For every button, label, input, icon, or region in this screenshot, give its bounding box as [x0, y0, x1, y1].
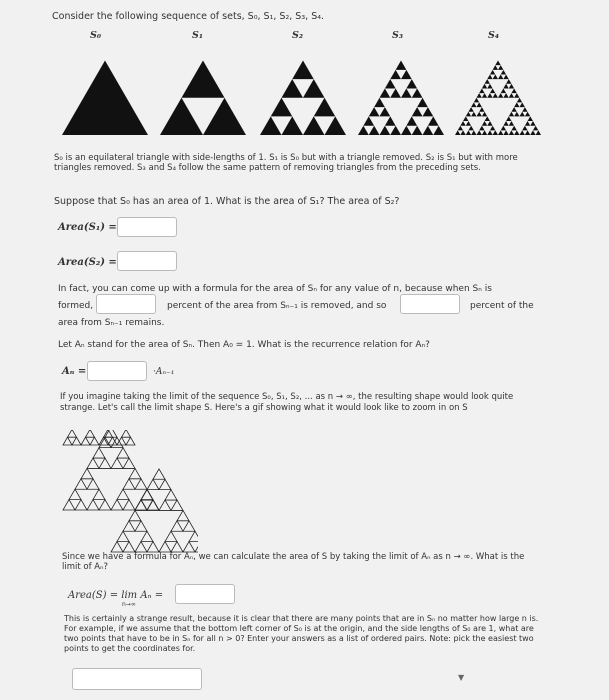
set-label-s3: S₃ [392, 30, 404, 41]
formula-percent-of-label: percent of the [470, 301, 534, 311]
limit-subscript: n→∞ [122, 601, 136, 608]
percent-remains-input[interactable] [400, 294, 460, 314]
sierpinski-zoom-image [58, 430, 198, 555]
recurrence-lhs-label: Aₙ = [62, 366, 87, 377]
limit-area-label: Area(S) = lim Aₙ = [68, 590, 164, 601]
set-label-s0: S₀ [90, 30, 102, 41]
final-text: This is certainly a strange result, because it is clear that there are many points that are in Sₙ no matter how large n is. For example, if we assume that the bottom left corner of S₀ is at the origin, and the side lengths of S₀ are 1, what are two points that have to be in Sₙ for all n > 0? Enter your answers as a list of ordered pairs. Note: pick the easiest two points to get the coordinates for. [64, 614, 539, 653]
area-s2-label: Area(S₂) = [58, 257, 117, 268]
question-area: Suppose that S₀ has an area of 1. What is the area of S₁? The area of S₂? [54, 196, 400, 207]
intro-text: Consider the following sequence of sets, S₀, S₁, S₂, S₃, S₄. [52, 11, 325, 22]
sierpinski-sequence-image [0, 40, 609, 140]
scroll-down-arrow-icon[interactable]: ▼ [458, 673, 465, 682]
ordered-pairs-input[interactable] [72, 668, 202, 690]
area-s1-label: Area(S₁) = [58, 222, 117, 233]
recurrence-rhs-label: ·Aₙ₋₁ [153, 367, 175, 377]
area-s1-input[interactable] [117, 217, 177, 237]
recurrence-input[interactable] [87, 361, 147, 381]
set-label-s4: S₄ [488, 30, 500, 41]
limit-text: If you imagine taking the limit of the sequence S₀, S₁, S₂, ... as n → ∞, the resulting shape would look quite strange. Let's call the limit shape S. Here's a gif showing what it would look like to zoom in on S [60, 392, 514, 413]
formula-text-line1: In fact, you can come up with a formula for the area of Sₙ for any value of n, because when Sₙ is [58, 284, 492, 294]
formula-percent-removed-label: percent of the area from Sₙ₋₁ is removed, and so [167, 301, 387, 311]
limit-area-input[interactable] [175, 584, 235, 604]
set-label-s1: S₁ [192, 30, 204, 41]
recurrence-question: Let Aₙ stand for the area of Sₙ. Then A₀ = 1. What is the recurrence relation for Aₙ? [58, 340, 430, 350]
set-label-s2: S₂ [292, 30, 304, 41]
formula-formed-label: formed, [58, 301, 94, 311]
percent-removed-input[interactable] [96, 294, 156, 314]
description-text: S₀ is an equilateral triangle with side-lengths of 1. S₁ is S₀ but with a triangle removed. S₂ is S₁ but with more triangles removed. S₃ and S₄ follow the same pattern of removing triangles from the preceding sets. [54, 153, 518, 173]
formula-text-line3: area from Sₙ₋₁ remains. [58, 318, 165, 328]
limit-area-question: Since we have a formula for Aₙ, we can calculate the area of S by taking the limit of Aₙ as n → ∞. What is the limit of Aₙ? [62, 552, 525, 572]
area-s2-input[interactable] [117, 251, 177, 271]
